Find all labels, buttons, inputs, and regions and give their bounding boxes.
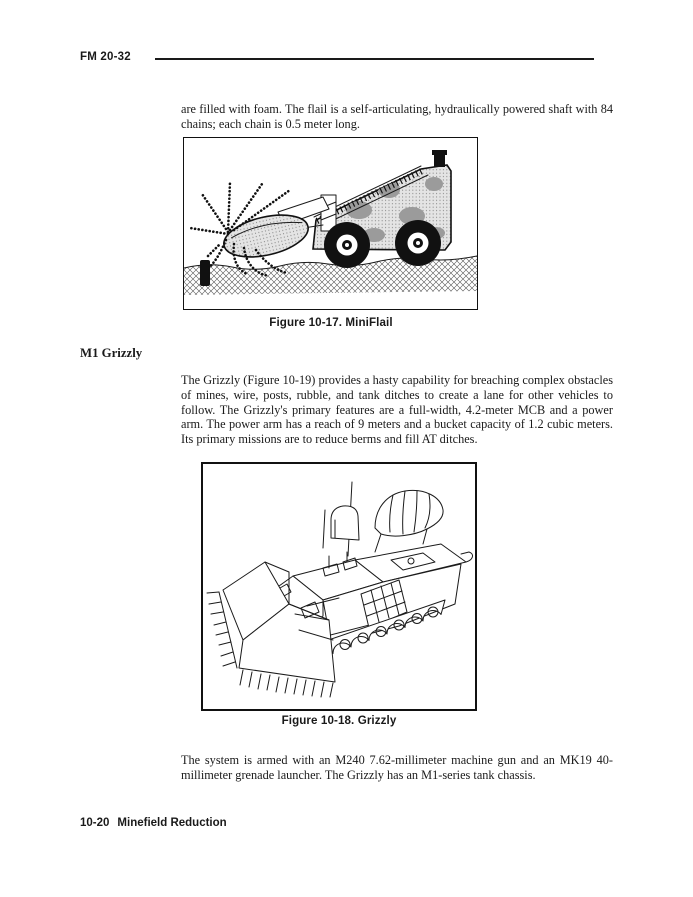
figure-caption-grizzly: Figure 10-18. Grizzly xyxy=(281,714,397,727)
paragraph-grizzly-armament: The system is armed with an M240 7.62-millimeter machine gun and an MK19 40-millimeter grenade launcher. The Grizzly has an M1-series tank chassis. xyxy=(181,753,613,782)
paragraph-grizzly-intro: The Grizzly (Figure 10-19) provides a hasty capability for breaching complex obstacles of mines, wire, posts, rubble, and tank ditches to create a lane for other vehicles to follow. The Grizzly's primary features are a full-width, 4.2-meter MCB and a power arm. The power arm has a reach of 9 meters and a bucket capacity of 1.2 cubic meters. Its primary missions are to reduce berms and fill AT ditches. xyxy=(181,373,613,447)
figure-caption-miniflail: Figure 10-17. MiniFlail xyxy=(269,316,393,329)
ground-texture xyxy=(184,256,477,295)
post-chain xyxy=(208,244,220,256)
figure-grizzly-frame xyxy=(201,462,477,711)
header-rule xyxy=(155,58,594,60)
rear-wheel xyxy=(395,220,441,266)
section-heading-m1-grizzly: M1 Grizzly xyxy=(80,346,143,360)
figure-miniflail-frame xyxy=(183,137,478,310)
footer xyxy=(80,817,227,829)
miniflail-drawing xyxy=(184,138,477,309)
footer-section-title: Minefield Reduction xyxy=(117,817,227,829)
mine-post xyxy=(200,260,210,286)
commander-cupola xyxy=(331,506,359,540)
header-doc-id: FM 20-32 xyxy=(80,51,131,63)
paragraph-flail: are filled with foam. The flail is a self-articulating, hydraulically powered shaft with 84 chains; each chain is 0.5 meter long. xyxy=(181,102,613,131)
grizzly-drawing xyxy=(203,464,475,709)
front-wheel xyxy=(324,222,370,268)
footer-page-number: 10-20 xyxy=(80,817,110,829)
power-arm-bucket xyxy=(375,490,443,552)
exhaust-stack xyxy=(434,154,445,167)
